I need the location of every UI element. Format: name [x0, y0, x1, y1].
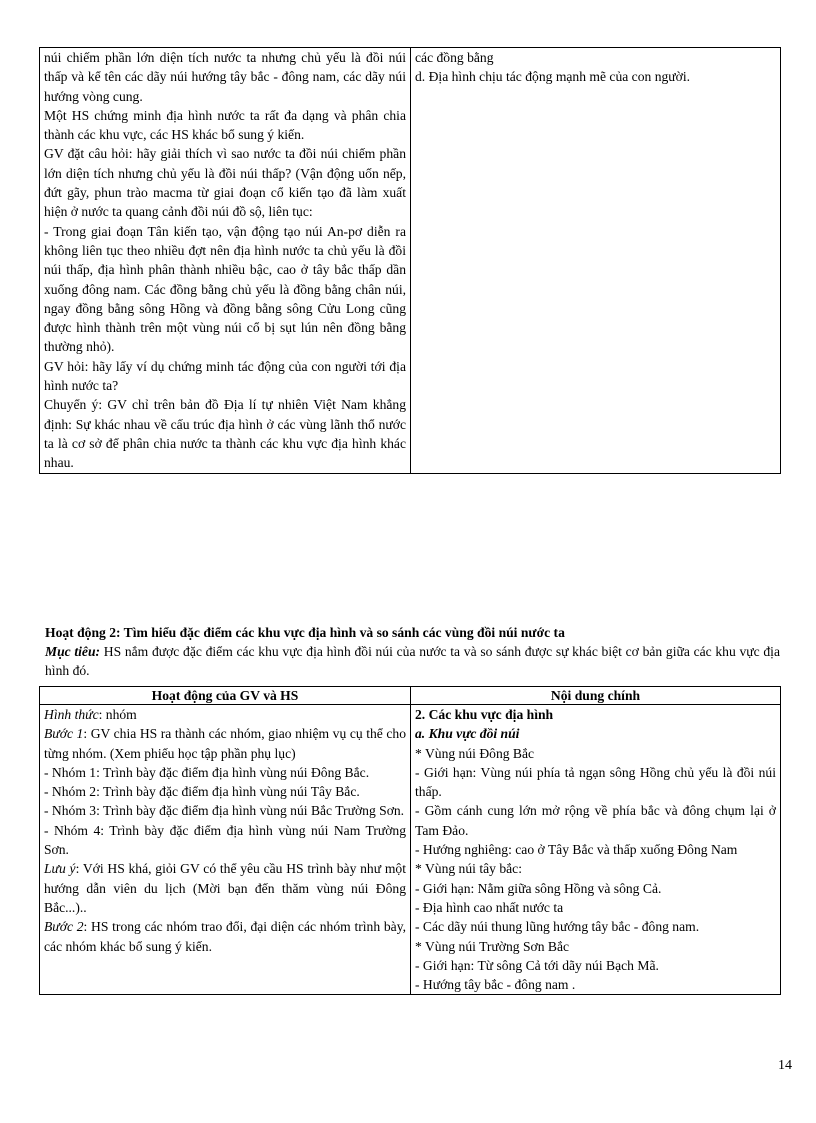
paragraph [44, 917, 406, 956]
paragraph: d. Địa hình chịu tác động mạnh mẽ của con người. [415, 69, 691, 85]
content-line: - Hướng nghiêng: cao ở Tây Bắc và thấp xuống Đông Nam [415, 842, 738, 858]
note-text: : Với HS khá, giỏi GV có thể yêu cầu HS trình bày như một hướng dẫn viên du lịch (Mời bạn đến thăm vùng núi Đông Bắc...).. [44, 861, 406, 915]
table-header-row [40, 687, 781, 705]
content-line: * Vùng núi tây bắc: [415, 861, 522, 877]
paragraph [44, 859, 406, 917]
activity-cell [40, 705, 411, 995]
content-cell [411, 48, 781, 474]
paragraph: Chuyển ý: GV chỉ trên bản đồ Địa lí tự nhiên Việt Nam khẳng định: Sự khác nhau về cấu trúc địa hình ở các vùng lãnh thổ nước ta là cơ sở để phân chia nước ta thành các khu vực địa hình khác nhau. [44, 397, 406, 471]
group-item: - Nhóm 1: Trình bày đặc điểm địa hình vùng núi Đông Bắc. [44, 764, 370, 780]
form-text: : nhóm [98, 707, 137, 722]
activity-cell [40, 48, 411, 474]
group-item: - Nhóm 4: Trình bày đặc điểm địa hình vùng núi Nam Trường Sơn. [44, 822, 406, 858]
content-line: - Gồm cánh cung lớn mở rộng về phía bắc và đông chụm lại ở Tam Đảo. [415, 803, 776, 838]
subsection-heading: a. Khu vực đồi núi [415, 726, 520, 742]
step-label: Bước 2 [44, 919, 84, 935]
content-line: - Giới hạn: Từ sông Cả tới dãy núi Bạch Mã. [415, 957, 659, 973]
note-label: Lưu ý [44, 861, 76, 877]
step-text: : GV chia HS ra thành các nhóm, giao nhiệm vụ cụ thể cho từng nhóm. (Xem phiếu học tập phần phụ lục) [44, 726, 406, 761]
content-cell [411, 705, 781, 995]
paragraph: - Trong giai đoạn Tân kiến tạo, vận động tạo núi An-pơ diễn ra không liên tục theo nhiều đợt nên địa hình nước ta chủ yếu là đồi núi thấp, địa hình phân thành nhiều bậc, cao ở tây bắc thấp dần xuống đông nam. Các đồng bằng chủ yếu là đồng bằng chân núi, ngay đồng bằng sông Hồng và đồng bằng sông Cửu Long cũng được hình thành trên một vùng núi cổ bị sụt lún nên đồng bằng thường nhỏ). [44, 223, 406, 355]
step-text: : HS trong các nhóm trao đổi, đại diện các nhóm trình bày, các nhóm khác bổ sung ý kiến. [44, 919, 407, 954]
activity-2-table [39, 686, 781, 995]
goal-label: Mục tiêu: [45, 644, 101, 659]
paragraph: các đồng bằng [415, 50, 494, 65]
column-header: Hoạt động của GV và HS [40, 687, 411, 705]
paragraph: GV hỏi: hãy lấy ví dụ chứng minh tác động của con người tới địa hình nước ta? [44, 358, 406, 394]
group-item: - Nhóm 3: Trình bày đặc điểm địa hình vùng núi Bắc Trường Sơn. [44, 803, 405, 819]
form-label: Hình thức [44, 707, 99, 722]
paragraph: Một HS chứng minh địa hình nước ta rất đa dạng và phân chia thành các khu vực, các HS khác bổ sung ý kiến. [44, 107, 406, 143]
column-header: Nội dung chính [411, 687, 781, 705]
content-line: - Các dãy núi thung lũng hướng tây bắc - đông nam. [415, 919, 700, 935]
activity-title: Hoạt động 2: Tìm hiểu đặc điểm các khu vực địa hình và so sánh các vùng đồi núi nước ta [45, 625, 565, 640]
content-line: - Địa hình cao nhất nước ta [415, 899, 564, 915]
content-line: * Vùng núi Trường Sơn Bắc [415, 938, 570, 954]
paragraph [44, 705, 406, 724]
activity-2-heading [45, 623, 780, 680]
table-row [40, 48, 781, 474]
paragraph: núi chiếm phần lớn diện tích nước ta nhưng chủ yếu là đồi núi thấp và kể tên các dãy núi hướng tây bắc - đông nam, các dãy núi hướng vòng cung. [44, 50, 406, 104]
paragraph: GV đặt câu hỏi: hãy giải thích vì sao nước ta đồi núi chiếm phần lớn diện tích nhưng chủ yếu là đồi núi thấp? (Vận động uốn nếp, đứt gãy, phun trào macma từ giai đoạn cổ kiến tạo đã làm xuất hiện ở nước ta quang cảnh đồi núi đồ sộ, liên tục: [44, 146, 406, 220]
section-heading: 2. Các khu vực địa hình [415, 707, 554, 722]
content-line: - Giới hạn: Nằm giữa sông Hồng và sông Cả. [415, 880, 662, 896]
group-item: - Nhóm 2: Trình bày đặc điểm địa hình vùng núi Tây Bắc. [44, 784, 360, 800]
activity-goal [45, 642, 780, 680]
content-line: - Giới hạn: Vùng núi phía tả ngạn sông Hồng chủ yếu là đồi núi thấp. [415, 764, 776, 800]
paragraph [44, 724, 406, 763]
table-row [40, 705, 781, 995]
page-number: 14 [778, 1058, 792, 1073]
step-label: Bước 1 [44, 726, 84, 742]
content-line: * Vùng núi Đông Bắc [415, 745, 535, 761]
goal-text: HS nắm được đặc điểm các khu vực địa hình đồi núi của nước ta và so sánh được sự khác biệt cơ bản giữa các khu vực địa hình đó. [45, 644, 780, 678]
content-line: - Hướng tây bắc - đông nam . [415, 977, 576, 993]
content-table-continued [39, 47, 781, 474]
